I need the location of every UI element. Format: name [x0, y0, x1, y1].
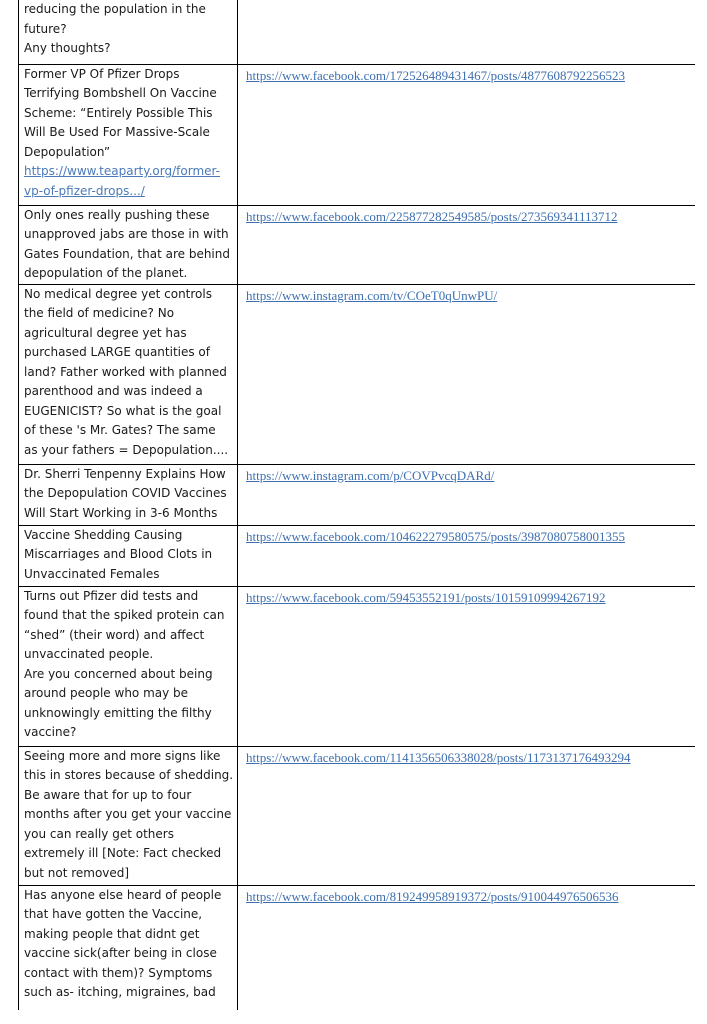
source-cell [238, 205, 696, 284]
source-url-link[interactable]: https://www.facebook.com/104622279580575/posts/3987080758001355 [246, 528, 626, 544]
source-url-link[interactable]: https://www.instagram.com/tv/COeT0qUnwPU/ [246, 287, 498, 303]
table-row [19, 205, 696, 284]
claim-text-line: making people that didnt get [24, 926, 200, 941]
claim-text-line: Seeing more and more signs like [24, 748, 221, 763]
claim-text-line: “shed” (their word) and affect [24, 627, 205, 642]
table-row [19, 525, 696, 586]
claim-text-line: vaccine sick(after being in close [24, 946, 217, 960]
claim-text-line: Turns out Pfizer did tests and [24, 588, 199, 603]
claim-text-line: Dr. Sherri Tenpenny Explains How [24, 466, 226, 481]
claim-cell [19, 0, 238, 64]
claim-text-line: as your fathers = Depopulation.... [24, 442, 229, 457]
claim-cell [19, 586, 238, 746]
claim-text-line: Will Be Used For Massive-Scale [24, 125, 210, 139]
source-cell [238, 746, 696, 885]
claim-text-line: unapproved jabs are those in with [24, 227, 229, 241]
source-url-link[interactable]: https://www.facebook.com/172526489431467/posts/4877608792256523 [246, 67, 626, 83]
claim-text-line: Any thoughts? [24, 41, 111, 55]
claim-text-line: of these 's Mr. Gates? The same [24, 423, 216, 437]
claim-text-line: Depopulation” [24, 144, 111, 159]
claim-text-line: Former VP Of Pfizer Drops [24, 66, 180, 81]
table-row [19, 464, 696, 525]
claim-text-line: vaccine? [24, 725, 77, 739]
source-url-link[interactable]: https://www.facebook.com/819249958919372/posts/910044976506536 [246, 888, 619, 904]
claim-cell [19, 205, 238, 284]
table-row [19, 586, 696, 746]
claim-text-line: around people who may be [24, 686, 189, 700]
source-url-link[interactable]: https://www.facebook.com/1141356506338028/posts/1173137176493294 [246, 749, 631, 765]
claim-text-line: but not removed] [24, 865, 130, 880]
claim-text-line: Unvaccinated Females [24, 566, 160, 581]
claim-text-line: reducing the population in the [24, 2, 206, 16]
claim-text-line: unknowingly emitting the filthy [24, 705, 212, 720]
claim-text-line: you can really get others [24, 826, 174, 841]
claim-text-line: this in stores because of shedding. [24, 768, 234, 782]
source-cell [238, 64, 696, 205]
article-link[interactable]: https://www.teaparty.org/former- [24, 164, 221, 178]
claim-text-line: contact with them)? Symptoms [24, 965, 213, 980]
source-url-link[interactable]: https://www.facebook.com/225877282549585/posts/273569341113712 [246, 208, 618, 224]
table-row [19, 885, 696, 1010]
claim-text-line: the field of medicine? No [24, 306, 175, 320]
source-cell [238, 0, 696, 64]
claim-cell [19, 746, 238, 885]
claim-text-line: months after you get your vaccine [24, 807, 232, 821]
claim-text-line: future? [24, 21, 67, 36]
claim-text-line: depopulation of the planet. [24, 266, 188, 280]
source-cell [238, 885, 696, 1010]
claim-text-line: Miscarriages and Blood Clots in [24, 547, 213, 561]
source-cell [238, 464, 696, 525]
claim-text-line: EUGENICIST? So what is the goal [24, 403, 222, 418]
claim-text-line: parenthood and was indeed a [24, 384, 203, 398]
source-cell [238, 586, 696, 746]
claim-cell [19, 885, 238, 1010]
source-cell [238, 284, 696, 464]
claim-cell [19, 64, 238, 205]
claim-text-line: Are you concerned about being [24, 666, 213, 681]
claim-text-line: purchased LARGE quantities of [24, 345, 210, 359]
article-link[interactable]: vp-of-pfizer-drops.../ [24, 183, 145, 198]
claim-text-line: found that the spiked protein can [24, 608, 225, 622]
claim-text-line: such as- itching, migraines, bad [24, 985, 216, 999]
claim-text-line: Gates Foundation, that are behind [24, 246, 230, 261]
claim-text-line: Scheme: “Entirely Possible This [24, 105, 213, 120]
claim-text-line: land? Father worked with planned [24, 364, 227, 379]
claim-text-line: No medical degree yet controls [24, 286, 212, 301]
claim-cell [19, 525, 238, 586]
claim-text-line: Terrifying Bombshell On Vaccine [24, 86, 217, 100]
claim-text-line: Be aware that for up to four [24, 787, 192, 802]
claim-cell [19, 464, 238, 525]
claim-text-line: that have gotten the Vaccine, [24, 907, 203, 921]
claim-text-line: Only ones really pushing these [24, 207, 210, 222]
table-row [19, 64, 696, 205]
source-url-link[interactable]: https://www.instagram.com/p/COVPvcqDARd/ [246, 467, 495, 483]
source-url-link[interactable]: https://www.facebook.com/59453552191/posts/10159109994267192 [246, 589, 606, 605]
posts-table [18, 0, 695, 1010]
claim-text-line: Vaccine Shedding Causing [24, 527, 183, 542]
claim-text-line: Will Start Working in 3-6 Months [24, 505, 218, 520]
claim-text-line: unvaccinated people. [24, 647, 154, 661]
table-row [19, 746, 696, 885]
table-row [19, 0, 696, 64]
table-row [19, 284, 696, 464]
claim-text-line: Has anyone else heard of people [24, 887, 222, 902]
claim-cell [19, 284, 238, 464]
claim-text-line: agricultural degree yet has [24, 325, 187, 340]
claim-text-line: the Depopulation COVID Vaccines [24, 486, 227, 500]
document-page [18, 0, 695, 1010]
source-cell [238, 525, 696, 586]
claim-text-line: extremely ill [Note: Fact checked [24, 846, 222, 860]
